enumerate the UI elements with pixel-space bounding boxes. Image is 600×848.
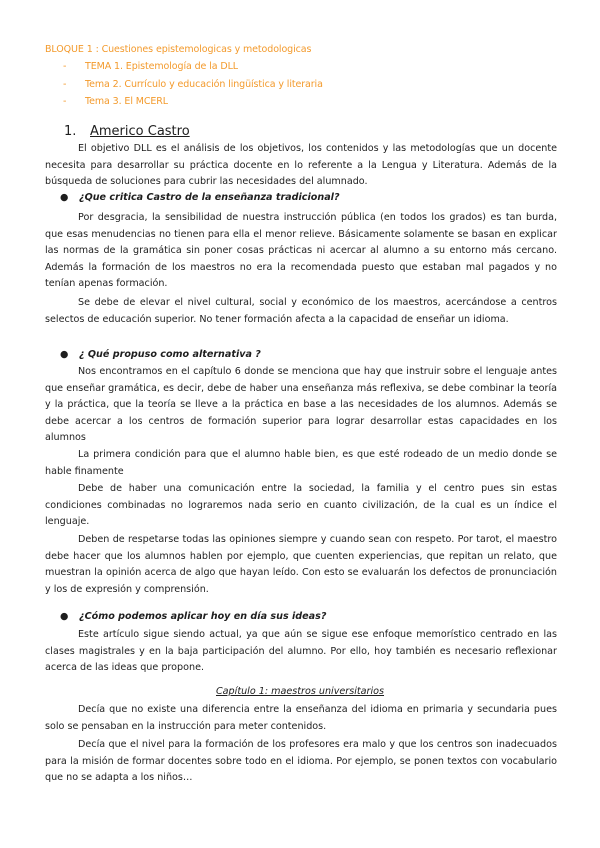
tema-2-text: Tema 2. Currículo y educación lingüística y literaria xyxy=(85,79,323,90)
tema-item xyxy=(63,96,463,107)
section-heading xyxy=(64,124,190,139)
question-text: ¿ Qué propuso como alternativa ? xyxy=(79,349,261,360)
question-critica xyxy=(60,192,340,203)
paragraph-desgracia: Por desgracia, la sensibilidad de nuestra instrucción pública (en todos los grados) es tan burda, que esas menudencias no tienen para ella el menor relieve. Básicamente solamente se basan en explicar las normas de la gramática sin poner cosas prácticas ni acercar al alumno a su entorno más cercano. Además la formación de los maestros no era la recomendada puesto que estaban mal pagados y no tenían apenas formación. xyxy=(45,212,557,290)
section-title: Americo Castro xyxy=(90,124,190,139)
question-text: ¿Cómo podemos aplicar hoy en día sus ideas? xyxy=(79,611,327,622)
bullet-icon: ● xyxy=(60,611,69,622)
tema-3-text: Tema 3. El MCERL xyxy=(85,96,169,107)
question-alternativa xyxy=(60,349,261,360)
tema-item xyxy=(63,79,463,90)
question-aplicar xyxy=(60,611,327,622)
chapter-heading: Capítulo 1: maestros universitarios xyxy=(215,686,385,697)
tema-item xyxy=(63,61,463,72)
paragraph-capitulo-6: Nos encontramos en el capítulo 6 donde se menciona que hay que instruir sobre el lenguaje antes que enseñar gramática, es decir, debe de haber una enseñanza más reflexiva, se debe combinar la teoría y la práctica, que la teoría se lleve a la práctica en base a las necesidades de los alumnos. Además se debe acercar a los centros de formación superior para lograr desarrollar estas capacidades en los alumnos xyxy=(45,366,557,444)
paragraph-diferencia: Decía que no existe una diferencia entre la enseñanza del idioma en primaria y secundaria pues solo se pensaban en la instrucción para meter contenidos. xyxy=(45,704,557,732)
paragraph-actual: Este artículo sigue siendo actual, ya que aún se sigue ese enfoque memorístico centrado en las clases magistrales y en la baja participación del alumno. Por ello, hoy también es necesario reflexionar acerca de las ideas que propone. xyxy=(45,629,557,674)
dash-marker: - xyxy=(63,96,67,107)
tema-1-text: TEMA 1. Epistemología de la DLL xyxy=(85,61,239,72)
bullet-icon: ● xyxy=(60,349,69,360)
question-text: ¿Que critica Castro de la enseñanza tradicional? xyxy=(79,192,340,203)
bullet-icon: ● xyxy=(60,192,69,203)
paragraph-elevar: Se debe de elevar el nivel cultural, social y económico de los maestros, acercándose a centros selectos de educación superior. No tener formación afecta a la capacidad de enseñar un idioma. xyxy=(45,297,557,325)
paragraph-objetivo: El objetivo DLL es el análisis de los objetivos, los contenidos y las metodologías que un docente necesita para desarrollar su práctica docente en lo referente a la Lengua y Literatura. Además de la búsqueda de soluciones para cubrir las necesidades del alumnado. xyxy=(45,143,557,188)
section-number: 1. xyxy=(64,124,77,139)
paragraph-respetarse: Deben de respetarse todas las opiniones siempre y cuando sean con respeto. Por tarot, el maestro debe hacer que los alumnos hablen por ejemplo, que cuenten experiencias, que repitan un relato, que muestran la opinión acerca de algo que hayan leído. Con esto se evaluarán los defectos de pronunciación y los de expresión y comprensión. xyxy=(45,534,557,595)
dash-marker: - xyxy=(63,79,67,90)
bloque-heading: BLOQUE 1 : Cuestiones epistemologicas y metodologicas xyxy=(45,44,312,55)
paragraph-comunicacion: Debe de haber una comunicación entre la sociedad, la familia y el centro pues sin estas condiciones combinadas no lograremos nada serio en cuanto civilización, de la cual es un índice el lenguaje. xyxy=(45,483,557,528)
paragraph-primera-condicion: La primera condición para que el alumno hable bien, es que esté rodeado de un medio donde se hable finamente xyxy=(45,449,557,477)
dash-marker: - xyxy=(63,61,67,72)
paragraph-nivel-formacion: Decía que el nivel para la formación de los profesores era malo y que los centros son inadecuados para la misión de formar docentes sobre todo en el idioma. Por ejemplo, se ponen textos con vocabulario que no se adapta a los niños… xyxy=(45,739,557,784)
